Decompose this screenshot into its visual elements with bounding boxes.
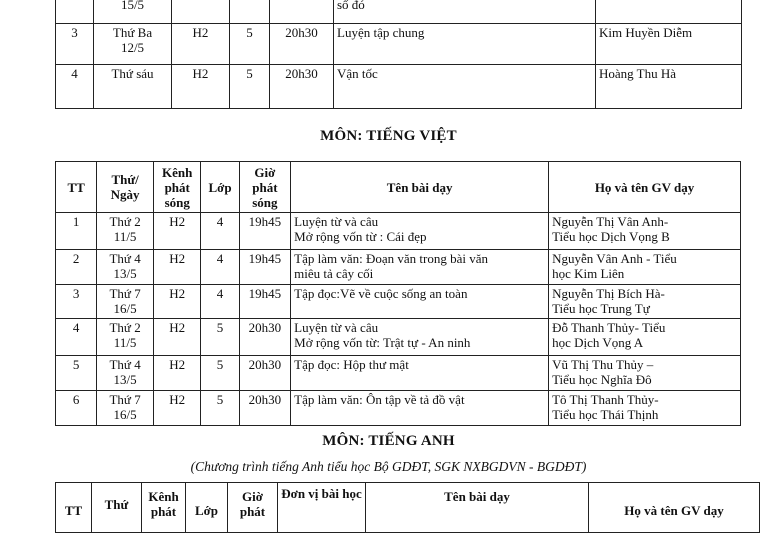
cell-channel [172,0,230,24]
cell-time [239,356,291,391]
lesson-title: Luyện tập chung [337,25,425,40]
lesson-title: Vận tốc [337,66,378,81]
teacher-name: Hoàng Thu Hà [599,66,677,81]
header-tt: TT [56,483,92,533]
teacher-school: Tiểu học Dịch Vọng B [552,229,670,244]
date-label: 11/5 [113,229,137,244]
grade-value: 4 [216,286,224,301]
teacher-school: học Kim Liên [552,266,625,281]
cell-day [97,285,154,319]
cell-day [97,391,154,426]
table-row [56,24,742,65]
cell-lesson [291,285,549,319]
cell-tt [56,213,97,250]
cell-grade [201,356,239,391]
cell-tt [56,65,94,109]
cell-channel [153,319,200,356]
grade-value: 4 [216,214,224,229]
cell-grade [201,250,239,285]
row-number: 4 [72,320,80,335]
cell-channel [153,356,200,391]
table-row [56,213,741,250]
header-teacher: Họ và tên GV dạy [549,162,741,213]
cell-day [97,213,154,250]
cell-teacher [549,356,741,391]
date-label: 12/5 [120,40,145,55]
time-value: 20h30 [248,357,282,372]
section-subtitle-tieng-anh: (Chương trình tiếng Anh tiểu học Bộ GDĐT, SGK NXBGDVN - BGDĐT) [190,459,587,474]
cell-grade [201,285,239,319]
cell-teacher [596,0,742,24]
teacher-name: Tô Thị Thanh Thủy- [552,392,659,407]
time-value: 20h30 [285,66,318,81]
channel-value: H2 [169,320,186,335]
cell-channel [172,65,230,109]
date-label: 16/5 [113,407,137,422]
day-label: Thứ sáu [111,66,154,81]
cell-time [270,24,334,65]
table-header-row [56,483,760,533]
cell-tt [56,356,97,391]
table-row [56,0,742,24]
cell-lesson [334,0,596,24]
teacher-school: Tiểu học Thái Thịnh [552,407,659,422]
cell-time [239,319,291,356]
cell-lesson [291,356,549,391]
table-row [56,356,741,391]
row-number: 3 [72,286,80,301]
day-label: Thứ 7 [109,392,141,407]
channel-value: H2 [169,286,186,301]
cell-channel [153,213,200,250]
header-tt: TT [56,162,97,213]
cell-channel [153,285,200,319]
teacher-name: Đỗ Thanh Thủy- Tiểu [552,320,666,335]
row-number: 6 [72,392,80,407]
header-teacher: Họ và tên GV dạy [589,483,760,533]
cell-tt [56,391,97,426]
header-grade: Lớp [186,483,228,533]
cell-lesson [291,250,549,285]
lesson-title: Tập đọc: Hộp thư mật [294,357,409,372]
cell-tt [56,285,97,319]
cell-grade [201,213,239,250]
teacher-name: Nguyễn Thị Bích Hà- [552,286,665,301]
cell-grade [230,0,270,24]
teacher-name: Nguyễn Vân Anh - Tiểu [552,251,677,266]
day-label: Thứ 2 [109,214,141,229]
lesson-title: Luyện từ và câu [294,214,379,229]
channel-value: H2 [169,214,186,229]
time-value: 19h45 [248,251,282,266]
cell-grade [201,319,239,356]
lesson-subtitle: số đó [337,0,365,12]
grade-value: 5 [246,25,253,40]
cell-teacher [549,319,741,356]
cell-day [97,356,154,391]
table-row [56,391,741,426]
channel-value: H2 [169,251,186,266]
channel-value: H2 [169,357,186,372]
cell-time [270,0,334,24]
table-row [56,65,742,109]
cell-grade [201,391,239,426]
day-label: Thứ 2 [109,320,141,335]
channel-value: H2 [169,392,186,407]
cell-time [239,250,291,285]
cell-lesson [291,319,549,356]
header-time: Giờ phát sóng [239,162,291,213]
row-number: 4 [71,66,78,81]
lesson-title: Tập làm văn: Ôn tập về tả đồ vật [294,392,465,407]
lesson-title: Tập đọc:Vẽ về cuộc sống an toàn [294,286,468,301]
teacher-name: Kim Huyền Diễm [599,25,693,40]
cell-channel [153,250,200,285]
cell-tt [56,319,97,356]
lesson-subtitle: miêu tả cây cối [294,266,374,281]
cell-tt [56,24,94,65]
teacher-school: học Dịch Vọng A [552,335,644,350]
section-heading-tieng-viet: MÔN: TIẾNG VIỆT [320,128,457,144]
section-heading-tieng-anh: MÔN: TIẾNG ANH [322,433,455,449]
date-label: 13/5 [113,266,137,281]
time-value: 20h30 [248,320,282,335]
tieng-anh-schedule-table [55,482,760,533]
time-value: 19h45 [248,214,282,229]
cell-day [94,65,172,109]
date-label: 16/5 [113,301,137,316]
cell-day [97,250,154,285]
row-number: 2 [72,251,80,266]
cell-teacher [549,213,741,250]
cell-grade [230,24,270,65]
cell-teacher [549,250,741,285]
header-channel: Kênh phát [142,483,186,533]
header-unit: Đơn vị bài học [278,483,366,533]
day-label: Thứ 4 [109,251,141,266]
channel-value: H2 [192,25,209,40]
lesson-subtitle: Mở rộng vốn từ : Cái đẹp [294,229,427,244]
cell-lesson [334,65,596,109]
grade-value: 5 [216,320,224,335]
cell-grade [230,65,270,109]
cell-lesson [291,213,549,250]
cell-tt [56,250,97,285]
date-label: 13/5 [113,372,137,387]
cell-teacher [549,285,741,319]
tieng-viet-schedule-table [55,161,741,426]
grade-value: 5 [216,392,224,407]
date-label: 11/5 [113,335,137,350]
header-day: Thứ/ Ngày [97,162,154,213]
header-time: Giờ phát [228,483,278,533]
channel-value: H2 [192,66,209,81]
teacher-name: Vũ Thị Thu Thủy – [552,357,654,372]
row-number: 5 [72,357,80,372]
lesson-subtitle: Mở rộng vốn từ: Trật tự - An ninh [294,335,471,350]
header-channel: Kênh phát sóng [153,162,200,213]
header-lesson: Tên bài dạy [291,162,549,213]
day-label: Thứ 7 [109,286,141,301]
table-header-row [56,162,741,213]
teacher-school: Tiểu học Trung Tự [552,301,650,316]
cell-day [97,319,154,356]
grade-value: 5 [216,357,224,372]
cell-time [239,285,291,319]
header-lesson: Tên bài dạy [366,483,589,533]
table-row [56,285,741,319]
teacher-name: Nguyễn Thị Vân Anh- [552,214,669,229]
math-schedule-table [55,0,742,109]
header-day: Thứ [92,483,142,533]
lesson-title: Luyện từ và câu [294,320,379,335]
cell-lesson [334,24,596,65]
day-label: Thứ 4 [109,357,141,372]
cell-time [239,213,291,250]
cell-time [239,391,291,426]
teacher-school: Tiểu học Nghĩa Đô [552,372,652,387]
cell-teacher [596,65,742,109]
time-value: 20h30 [285,25,318,40]
cell-teacher [549,391,741,426]
day-label: Thứ Ba [112,25,153,40]
row-number: 3 [71,25,78,40]
grade-value: 4 [216,251,224,266]
cell-day [94,0,172,24]
date-label: 15/5 [120,0,145,12]
cell-lesson [291,391,549,426]
row-number: 1 [72,214,80,229]
cell-time [270,65,334,109]
cell-channel [172,24,230,65]
grade-value: 5 [246,66,253,81]
cell-tt [56,0,94,24]
time-value: 19h45 [248,286,282,301]
cell-channel [153,391,200,426]
cell-teacher [596,24,742,65]
header-grade: Lớp [201,162,239,213]
time-value: 20h30 [248,392,282,407]
lesson-title: Tập làm văn: Đoạn văn trong bài văn [294,251,489,266]
table-row [56,319,741,356]
cell-day [94,24,172,65]
table-row [56,250,741,285]
